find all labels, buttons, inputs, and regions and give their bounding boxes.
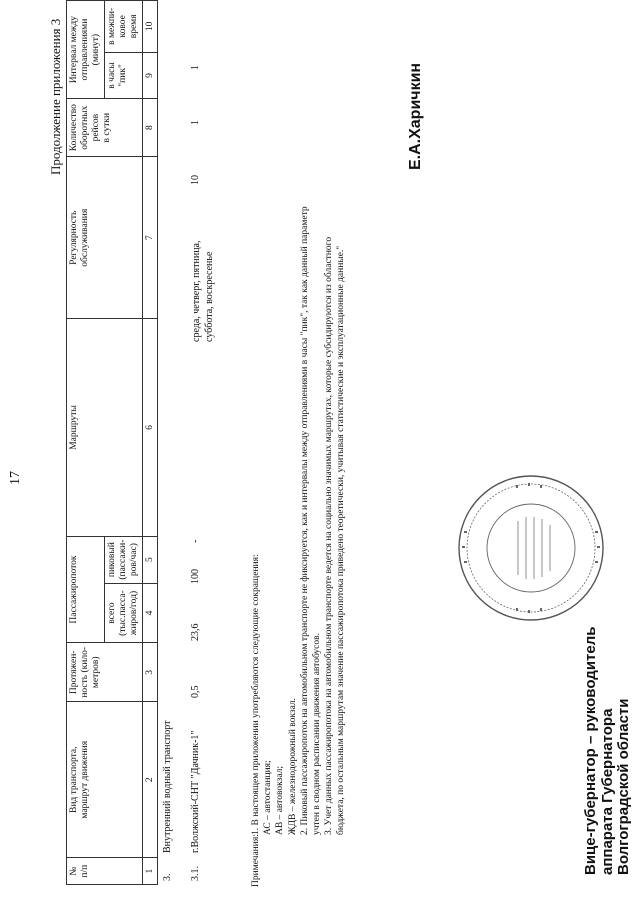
row-length: 0,5	[190, 685, 201, 698]
column-number: 7	[143, 157, 158, 319]
column-number: 1	[143, 858, 158, 885]
continuation-caption: Продолжение приложения 3	[48, 18, 63, 175]
header-passenger-flow: Пассажиропоток	[67, 536, 105, 643]
notes-block	[250, 35, 348, 835]
column-number-row	[143, 1, 158, 885]
column-number: 6	[143, 319, 158, 536]
header-num: № п/п	[67, 858, 143, 885]
header-peak-flow: пиковый (пассажи- ров/час)	[105, 536, 143, 583]
column-number: 4	[143, 583, 158, 643]
row-regularity: среда, четверг, пятница, суббота, воскресенье	[191, 240, 215, 342]
signatory-position-line: Вице-губернатор – руководитель	[582, 626, 599, 875]
column-number: 9	[143, 52, 158, 99]
header-interval: Интервал между отправлениями (минут)	[67, 1, 105, 99]
header-trips: Количество оборотных рейсов в сутки	[67, 99, 143, 157]
notes-label: Примечания:	[251, 834, 261, 887]
column-number: 2	[143, 702, 158, 858]
signatory-position	[583, 627, 633, 875]
header-total-flow: всего (тыс.пасса- жиров/год)	[105, 583, 143, 643]
header-routes: Маршруты	[67, 319, 143, 536]
row-peak-flow: 100	[190, 569, 201, 584]
routes-table	[66, 0, 158, 885]
signatory-position-line: Волгоградской области	[615, 698, 632, 875]
note-line: АС – автостанция;	[263, 760, 274, 835]
note-line: 1. В настоящем приложении употребляются следующие сокращения:	[251, 554, 261, 835]
header-transport: Вид транспорта, маршрут движения	[67, 702, 143, 858]
signatory-position-line: аппарата Губернатора	[598, 708, 616, 875]
signatory-name: Е.А.Харичкин	[407, 62, 424, 170]
header-length: Протяжен- ность (кило- метров)	[67, 643, 143, 702]
row-number: 3.1.	[190, 866, 201, 881]
row-peak-interval: 1	[190, 120, 201, 125]
header-regularity: Регулярность обслуживания	[67, 157, 143, 319]
row-routes: -	[190, 539, 201, 543]
header-offpeak-interval: в межпи- ковое время	[105, 1, 143, 53]
column-number: 8	[143, 99, 158, 157]
row-trips: 10	[190, 175, 201, 185]
row-route: г.Волжский-СНТ "Дачник-1"	[190, 730, 201, 853]
note-line: 3. Учет данных пассажиропотока на автомобильном транспорте ведется на социально значимых маршрутах, которые субсидируются из областного	[324, 236, 335, 835]
note-line: 2. Пиковый пассажиропоток на автомобильном транспорте не фиксируется, как и интервалы между отправлениями в часы "пик", так как данный параметр	[299, 206, 310, 835]
note-line: учтен в сводном расписании движения автобусов.	[312, 633, 323, 835]
row-offpeak-interval: 1	[190, 65, 201, 70]
column-number: 5	[143, 536, 158, 583]
page-number: 17	[8, 471, 23, 485]
header-peak-interval: в часы "пик"	[105, 52, 143, 99]
section-number: 3.	[162, 873, 173, 881]
note-line: бюджета, по остальным маршрутам значение пассажиропотока приведено теоретически, учитывая статистические и эксплуатационные данные."	[336, 245, 347, 835]
section-title: Внутренний водный транспорт	[162, 720, 173, 853]
note-line: ЖДВ – железнодорожный вокзал.	[287, 697, 298, 835]
column-number: 10	[143, 1, 158, 53]
header-row-1	[67, 1, 105, 885]
official-seal-stamp	[456, 473, 606, 623]
column-number: 3	[143, 643, 158, 702]
row-total-flow: 23,6	[190, 623, 201, 641]
note-line: АВ – автовокзал;	[275, 765, 286, 835]
